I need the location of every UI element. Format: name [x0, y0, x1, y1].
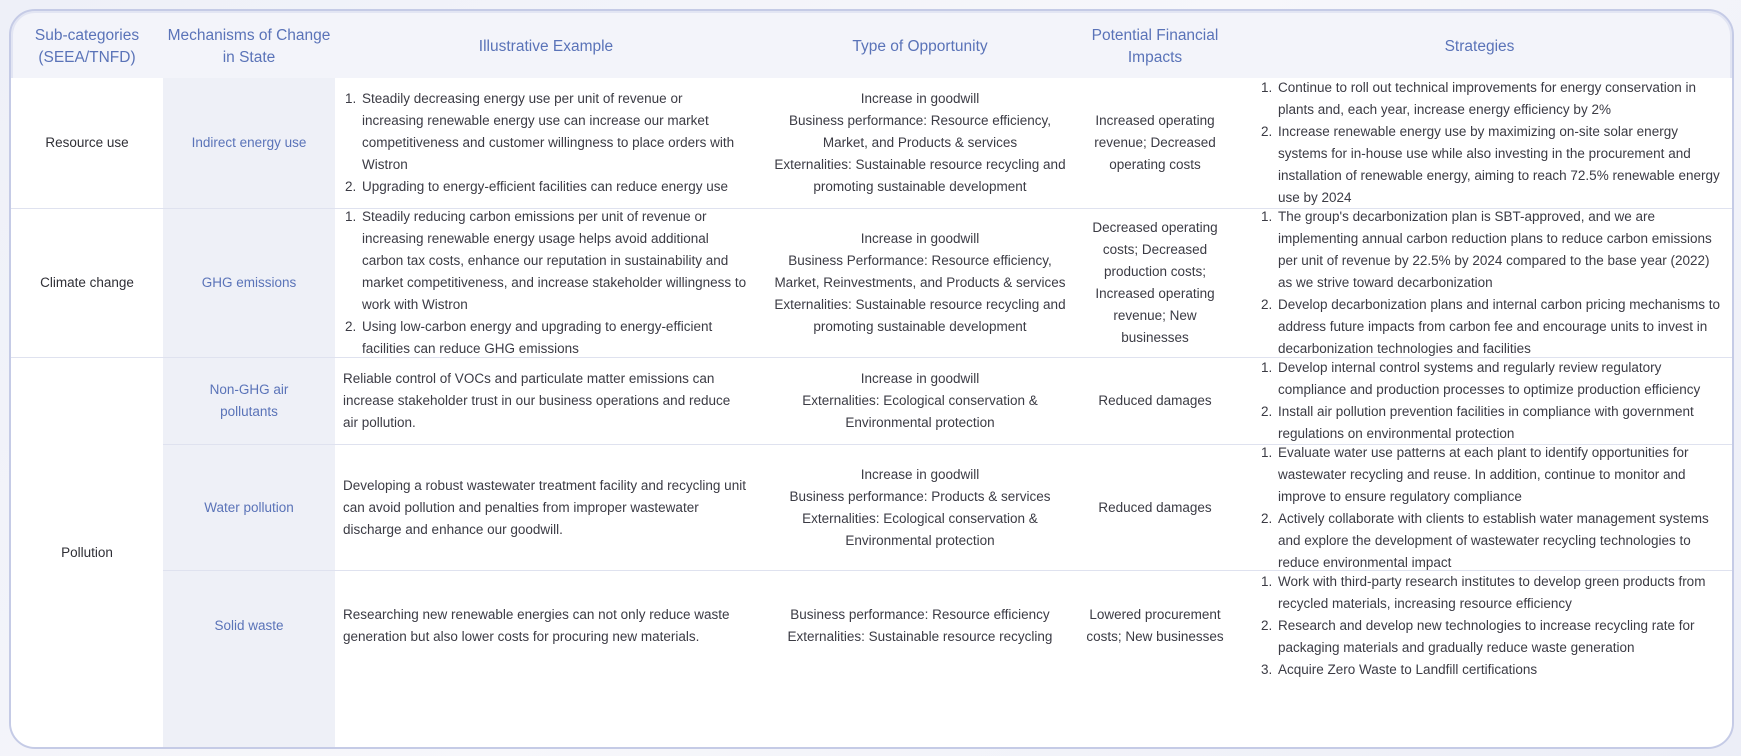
strategies-solid-waste	[1259, 571, 1721, 681]
header-sub-categories: Sub-categories (SEEA/TNFD)	[34, 27, 140, 66]
opportunity-climate-change: Increase in goodwill Business Performance: Resource efficiency, Market, Reinvestments, and Products & services Externalities: Sustainable resource recycling and promoting sustainable development	[774, 231, 1066, 334]
table-header	[11, 11, 1732, 79]
list-item: 1. Steadily decreasing energy use per unit of revenue or increasing renewable energy use can increase our market competitiveness and customer willingness to place orders with Wistron	[360, 88, 747, 176]
header-mechanisms: Mechanisms of Change in State	[167, 27, 331, 66]
header-example: Illustrative Example	[478, 38, 614, 55]
example-list	[343, 88, 747, 198]
list-item: 2. Actively collaborate with clients to establish water management systems and explore the development of wastewater recycling technologies to reduce environmental impact	[1276, 508, 1721, 574]
financial-climate-change: Decreased operating costs; Decreased production costs; Increased operating revenue; New businesses	[1092, 220, 1218, 345]
mechanism-ghg-emissions: GHG emissions	[201, 275, 297, 290]
opportunity-solid-waste: Business performance: Resource efficiency Externalities: Sustainable resource recycling	[787, 607, 1053, 644]
example-air: Reliable control of VOCs and particulate matter emissions can increase stakeholder trust in our business operations and reduce air pollution.	[343, 371, 731, 430]
opportunity-water: Increase in goodwill Business performance: Products & services Externalities: Ecological conservation & Environmental protection	[789, 466, 1051, 548]
list-item: 1. The group's decarbonization plan is SBT-approved, and we are implementing annual carbon reduction plans to reduce carbon emissions per unit of revenue by 22.5% by 2024 compared to the base year (2022) as we strive toward decarbonization	[1276, 206, 1721, 294]
table-frame	[9, 9, 1734, 749]
list-item: 1. Develop internal control systems and regularly review regulatory compliance and production processes to optimize production efficiency	[1276, 357, 1721, 401]
strategies-air	[1259, 358, 1721, 444]
header-strategies: Strategies	[1444, 38, 1515, 55]
mechanism-water-pollution: Water pollution	[204, 499, 294, 515]
mechanism-non-ghg-air-pollutants: Non-GHG air pollutants	[209, 382, 289, 419]
strategies-water	[1259, 445, 1721, 570]
example-solid-waste: Researching new renewable energies can not only reduce waste generation but also lower costs for procuring new materials.	[343, 607, 730, 644]
sub-category-pollution: Pollution	[61, 544, 113, 560]
strategies-list	[1259, 442, 1721, 574]
opportunity-resource-use: Increase in goodwill Business performance: Resource efficiency, Market, and Products & services Externalities: Sustainable resource recycling and promoting sustainable development	[774, 91, 1066, 194]
table-body	[11, 78, 1732, 747]
mechanism-solid-waste: Solid waste	[214, 618, 284, 633]
mechanism-indirect-energy-use: Indirect energy use	[191, 135, 307, 150]
list-item: 2. Using low-carbon energy and upgrading to energy-efficient facilities can reduce GHG emissions	[360, 316, 747, 360]
example-resource-use	[343, 78, 753, 208]
example-water: Developing a robust wastewater treatment facility and recycling unit can avoid pollution and penalties from improper wastewater discharge and enhance our goodwill.	[343, 477, 746, 537]
financial-resource-use: Increased operating revenue; Decreased operating costs	[1094, 113, 1216, 172]
list-item: 2. Increase renewable energy use by maximizing on-site solar energy systems for in-house use while also investing in the procurement and installation of renewable energy, aiming to reach 72.5% renewable energy use by 2024	[1276, 121, 1721, 209]
financial-solid-waste: Lowered procurement costs; New businesses	[1086, 607, 1224, 644]
opportunity-air: Increase in goodwill Externalities: Ecological conservation & Environmental protection	[802, 371, 1038, 430]
list-item: 2. Research and develop new technologies to increase recycling rate for packaging materials and gradually reduce waste generation	[1276, 615, 1721, 659]
example-list	[343, 206, 747, 360]
list-item: 2. Upgrading to energy-efficient facilities can reduce energy use	[360, 176, 747, 198]
strategies-climate-change	[1259, 209, 1721, 357]
list-item: 1. Evaluate water use patterns at each plant to identify opportunities for wastewater recycling and reuse. In addition, continue to monitor and improve to ensure regulatory compliance	[1276, 442, 1721, 508]
header-opportunity: Type of Opportunity	[852, 38, 988, 55]
example-climate-change	[343, 209, 753, 357]
list-item: 1. Work with third-party research institutes to develop green products from recycled materials, increasing resource efficiency	[1276, 571, 1721, 615]
list-item: 2. Develop decarbonization plans and internal carbon pricing mechanisms to address future impacts from carbon fee and encourage units to invest in decarbonization technologies and facilities	[1276, 294, 1721, 360]
strategies-resource-use	[1259, 78, 1721, 208]
strategies-list	[1259, 77, 1721, 209]
list-item: 2. Install air pollution prevention facilities in compliance with government regulations on environmental protection	[1276, 401, 1721, 445]
header-financial: Potential Financial Impacts	[1091, 27, 1219, 66]
list-item: 1. Steadily reducing carbon emissions per unit of revenue or increasing renewable energy usage helps avoid additional carbon tax costs, enhance our reputation in sustainability and market competitiveness, and increase stakeholder willingness to work with Wistron	[360, 206, 747, 316]
sub-category-resource-use: Resource use	[45, 135, 129, 150]
financial-water: Reduced damages	[1098, 499, 1212, 515]
strategies-list	[1259, 571, 1721, 681]
strategies-list	[1259, 206, 1721, 360]
list-item: 1. Continue to roll out technical improvements for energy conservation in plants and, each year, increase energy efficiency by 2%	[1276, 77, 1721, 121]
sub-category-climate-change: Climate change	[40, 275, 134, 290]
financial-air: Reduced damages	[1098, 393, 1212, 408]
strategies-list	[1259, 357, 1721, 445]
list-item: 3. Acquire Zero Waste to Landfill certifications	[1276, 659, 1721, 681]
